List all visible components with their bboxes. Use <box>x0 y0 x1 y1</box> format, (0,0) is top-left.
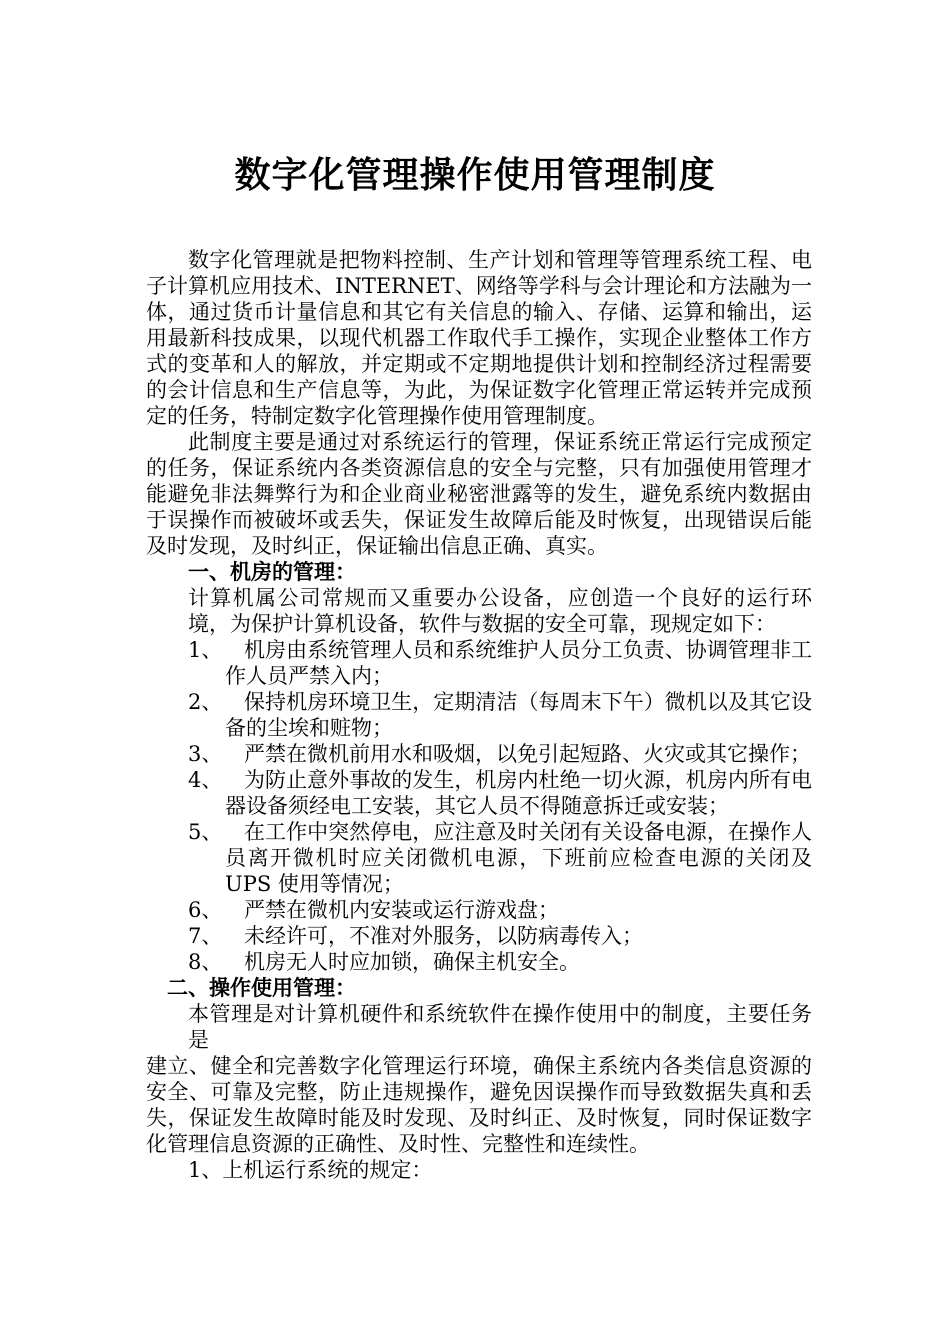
document-title: 数字化管理操作使用管理制度 <box>234 154 716 196</box>
list-item-text: 严禁在微机内安装或运行游戏盘； <box>244 898 559 922</box>
list-item-text: 在工作中突然停电，应注意及时关闭有关设备电源，在操作人员离开微机时应关闭微机电源，下班前应检查电源的关闭及 UPS 使用等情况； <box>225 820 812 896</box>
subsection-heading-1: 1、上机运行系统的规定： <box>188 1158 433 1182</box>
document-body <box>146 247 812 1183</box>
list-item-number: 6、 <box>188 898 223 922</box>
list-item-text: 机房由系统管理人员和系统维护人员分工负责、协调管理非工作人员严禁入内； <box>225 638 812 688</box>
list-item-number: 5、 <box>188 820 223 844</box>
list-item-number: 7、 <box>188 924 223 948</box>
list-item-text: 为防止意外事故的发生，机房内杜绝一切火源，机房内所有电器设备须经电工安装，其它人员不得随意拆迁或安装； <box>225 768 812 818</box>
list-item <box>188 897 812 923</box>
list-item <box>188 949 812 975</box>
section-heading-operation: 二、操作使用管理： <box>167 975 356 1000</box>
list-item-text: 严禁在微机前用水和吸烟，以免引起短路、火灾或其它操作； <box>244 742 811 766</box>
list-item-text: 机房无人时应加锁，确保主机安全。 <box>244 950 580 974</box>
list-item <box>188 767 812 819</box>
list-item-text: 未经许可，不准对外服务，以防病毒传入； <box>244 924 643 948</box>
list-item <box>188 741 812 767</box>
intro-paragraph-1: 数字化管理就是把物料控制、生产计划和管理等管理系统工程、电子计算机应用技术、INTERNET、网络等学科与会计理论和方法融为一体，通过货币计量信息和其它有关信息的输入、存储、运算和输出，运用最新科技成果，以现代机器工作取代手工操作，实现企业整体工作方式的变革和人的解放，并定期或不定期地提供计划和控制经济过程需要的会计信息和生产信息等，为此，为保证数字化管理正常运转并完成预定的任务，特制定数字化管理操作使用管理制度。 <box>146 248 812 428</box>
list-item-number: 4、 <box>188 768 223 792</box>
list-item-text: 保持机房环境卫生，定期清洁（每周末下午）微机以及其它设备的尘埃和赃物； <box>225 690 812 740</box>
list-item-number: 2、 <box>188 690 223 714</box>
section2-lead: 本管理是对计算机硬件和系统软件在操作使用中的制度，主要任务是 <box>188 1002 812 1052</box>
list-item <box>188 819 812 897</box>
section2-body: 建立、健全和完善数字化管理运行环境，确保主系统内各类信息资源的安全、可靠及完整，防止违规操作，避免因误操作而导致数据失真和丢失，保证发生故障时能及时发现、及时纠正、及时恢复，同时保证数字化管理信息资源的正确性、及时性、完整性和连续性。 <box>146 1054 812 1156</box>
section1-lead: 计算机属公司常规而又重要办公设备，应创造一个良好的运行环境，为保护计算机设备，软件与数据的安全可靠，现规定如下： <box>188 586 812 636</box>
list-item-number: 1、 <box>188 638 223 662</box>
section-heading-machine-room: 一、机房的管理： <box>188 559 356 584</box>
list-item-number: 8、 <box>188 950 223 974</box>
intro-paragraph-2: 此制度主要是通过对系统运行的管理，保证系统正常运行完成预定的任务，保证系统内各类资源信息的安全与完整，只有加强使用管理才能避免非法舞弊行为和企业商业秘密泄露等的发生，避免系统内数据由于误操作而被破坏或丢失，保证发生故障后能及时恢复，出现错误后能及时发现，及时纠正，保证输出信息正确、真实。 <box>146 430 812 558</box>
machine-room-rules-list <box>146 637 812 975</box>
list-item <box>188 923 812 949</box>
list-item <box>188 689 812 741</box>
list-item-number: 3、 <box>188 742 223 766</box>
list-item <box>188 637 812 689</box>
